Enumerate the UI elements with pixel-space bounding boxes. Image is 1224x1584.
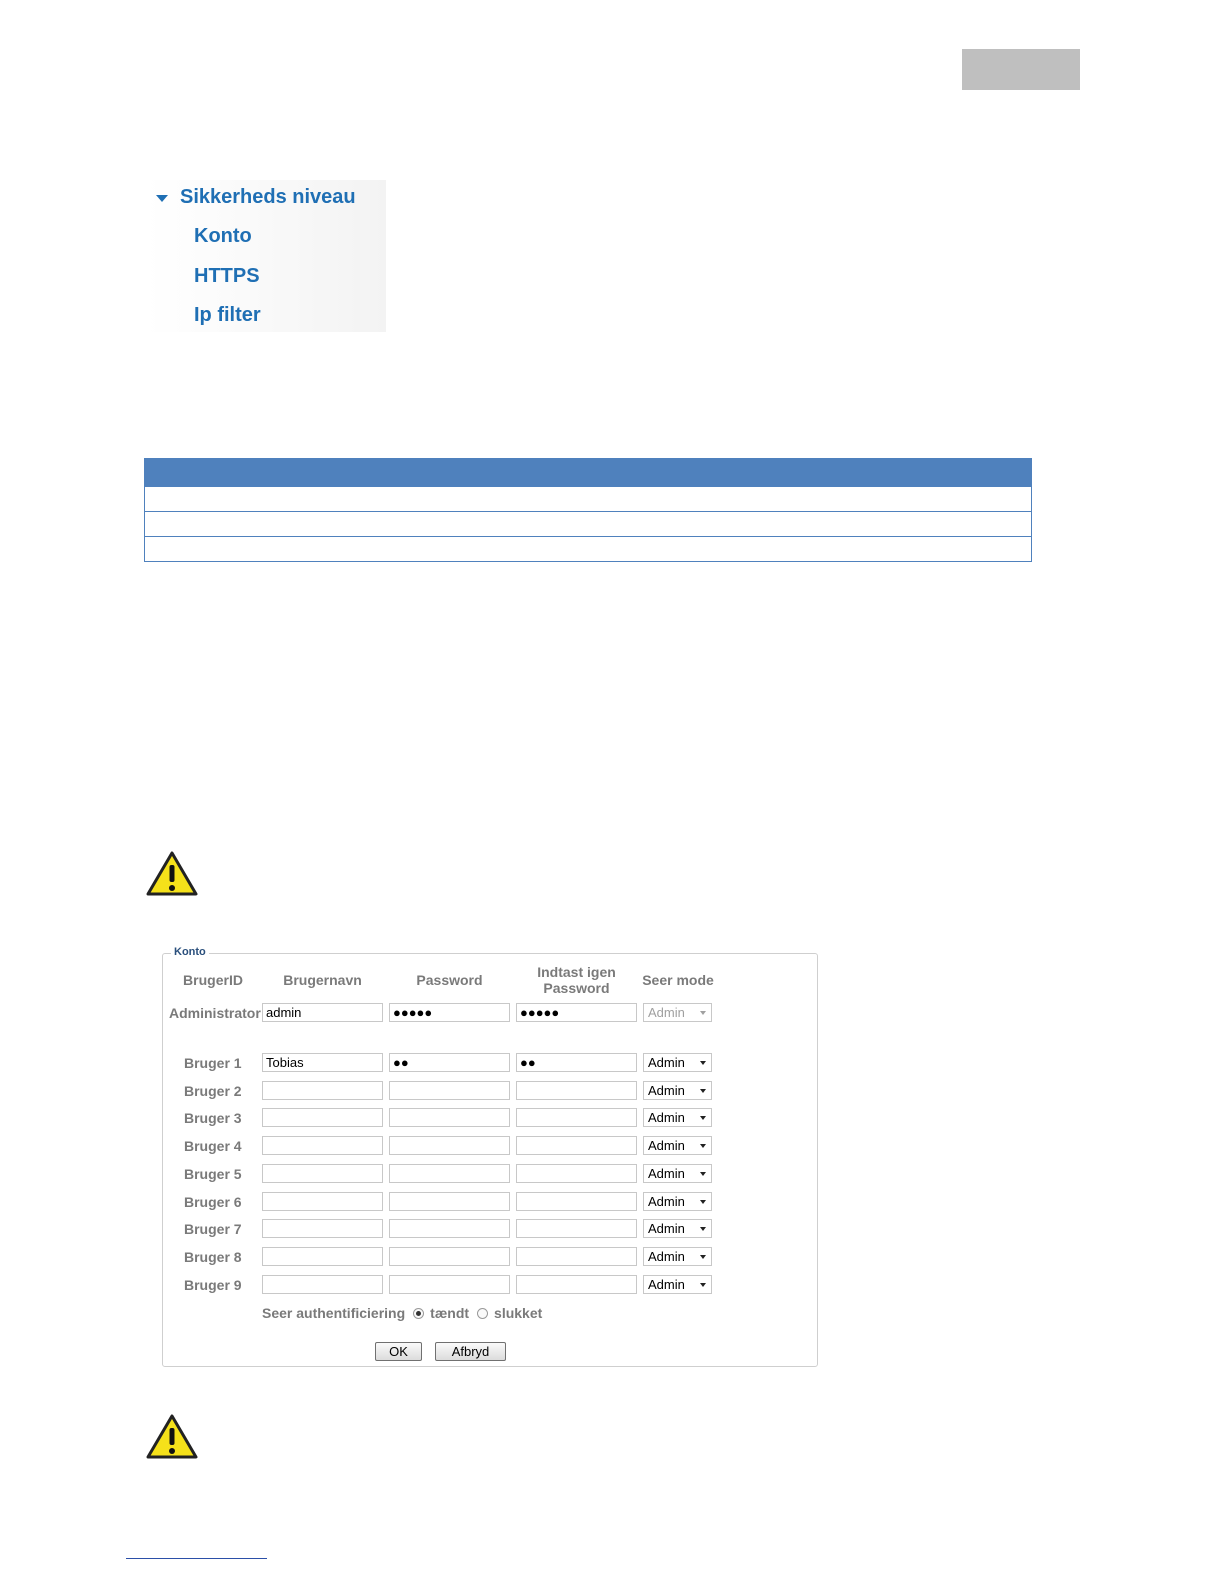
row-label: Bruger 1 xyxy=(184,1055,242,1071)
viewer-mode-select[interactable] xyxy=(643,1247,712,1266)
viewer-mode-value: Admin xyxy=(648,1082,685,1098)
info-table xyxy=(144,458,1032,562)
viewer-mode-select[interactable] xyxy=(643,1219,712,1238)
password-input[interactable] xyxy=(389,1192,510,1211)
retype-password-input[interactable] xyxy=(516,1108,637,1127)
viewer-mode-value: Admin xyxy=(648,1165,685,1181)
username-input[interactable] xyxy=(262,1164,383,1183)
username-input[interactable] xyxy=(262,1192,383,1211)
username-input[interactable]: Tobias xyxy=(262,1053,383,1072)
viewer-mode-value: Admin xyxy=(648,1055,685,1070)
column-header-id: BrugerID xyxy=(183,972,243,988)
viewer-mode-select[interactable] xyxy=(643,1108,712,1127)
ok-button[interactable]: OK xyxy=(375,1342,422,1361)
column-header-retype-line1: Indtast igen xyxy=(537,964,616,980)
username-input[interactable]: admin xyxy=(262,1003,383,1022)
header-tab-box xyxy=(962,49,1080,90)
column-header-password: Password xyxy=(416,972,483,988)
nav-header[interactable] xyxy=(156,186,356,209)
viewer-mode-select[interactable] xyxy=(643,1136,712,1155)
row-label: Administrator xyxy=(169,1005,261,1021)
retype-password-input[interactable]: ●● xyxy=(516,1053,637,1072)
password-input[interactable]: ●●●●● xyxy=(389,1003,510,1022)
nav-item-ip-filter[interactable]: Ip filter xyxy=(194,304,261,326)
viewer-mode-value: Admin xyxy=(648,1221,685,1237)
retype-password-input[interactable] xyxy=(516,1275,637,1294)
password-input[interactable]: ●● xyxy=(389,1053,510,1072)
chevron-down-icon xyxy=(700,1061,706,1065)
viewer-mode-select[interactable] xyxy=(643,1081,712,1100)
table-row xyxy=(145,512,1032,537)
password-input[interactable] xyxy=(389,1219,510,1238)
chevron-down-icon xyxy=(700,1089,706,1093)
table-row xyxy=(145,537,1032,562)
viewer-mode-select xyxy=(643,1003,712,1022)
retype-password-input[interactable] xyxy=(516,1192,637,1211)
username-input[interactable] xyxy=(262,1108,383,1127)
warning-triangle-icon xyxy=(145,1413,199,1461)
row-label: Bruger 3 xyxy=(184,1110,242,1127)
auth-off-radio[interactable] xyxy=(477,1308,488,1319)
column-header-retype-line2: Password xyxy=(543,980,610,996)
retype-password-input[interactable]: ●●●●● xyxy=(516,1003,637,1022)
password-input[interactable] xyxy=(389,1081,510,1100)
password-input[interactable] xyxy=(389,1136,510,1155)
viewer-mode-select[interactable] xyxy=(643,1053,712,1072)
viewer-mode-value: Admin xyxy=(648,1005,685,1020)
viewer-mode-value: Admin xyxy=(648,1110,685,1126)
row-label: Bruger 4 xyxy=(184,1138,242,1155)
chevron-down-icon xyxy=(700,1227,706,1231)
password-input[interactable] xyxy=(389,1275,510,1294)
retype-password-input[interactable] xyxy=(516,1081,637,1100)
username-input[interactable] xyxy=(262,1136,383,1155)
security-nav-menu xyxy=(146,180,386,332)
viewer-mode-select[interactable] xyxy=(643,1192,712,1211)
cancel-button[interactable]: Afbryd xyxy=(435,1342,506,1361)
row-label: Bruger 2 xyxy=(184,1082,242,1099)
auth-on-radio[interactable] xyxy=(413,1308,424,1319)
viewer-mode-select[interactable] xyxy=(643,1164,712,1183)
konto-legend: Konto xyxy=(171,946,209,958)
row-label: Bruger 9 xyxy=(184,1276,242,1293)
auth-on-label: tændt xyxy=(430,1305,470,1321)
table-header xyxy=(145,459,1032,487)
column-header-retype xyxy=(516,964,637,996)
viewer-mode-value: Admin xyxy=(648,1138,685,1154)
chevron-down-icon xyxy=(700,1172,706,1176)
auth-off-label: slukket xyxy=(494,1305,543,1321)
row-label: Bruger 7 xyxy=(184,1221,242,1238)
viewer-auth-group xyxy=(262,1305,542,1321)
username-input[interactable] xyxy=(262,1275,383,1294)
viewer-mode-select[interactable] xyxy=(643,1275,712,1294)
username-input[interactable] xyxy=(262,1081,383,1100)
chevron-down-icon xyxy=(700,1116,706,1120)
row-label: Bruger 5 xyxy=(184,1165,242,1182)
chevron-down-icon xyxy=(700,1255,706,1259)
column-header-name: Brugernavn xyxy=(283,972,362,988)
row-label: Bruger 6 xyxy=(184,1193,242,1210)
table-row xyxy=(145,487,1032,512)
username-input[interactable] xyxy=(262,1247,383,1266)
password-input[interactable] xyxy=(389,1108,510,1127)
chevron-down-icon xyxy=(700,1011,706,1015)
retype-password-input[interactable] xyxy=(516,1164,637,1183)
chevron-down-icon xyxy=(700,1144,706,1148)
viewer-mode-value: Admin xyxy=(648,1276,685,1292)
viewer-mode-value: Admin xyxy=(648,1193,685,1209)
viewer-mode-value: Admin xyxy=(648,1248,685,1264)
footer-link-underline xyxy=(126,1558,267,1559)
warning-triangle-icon xyxy=(145,850,199,898)
nav-item-konto[interactable]: Konto xyxy=(194,225,252,247)
row-label: Bruger 8 xyxy=(184,1248,242,1265)
nav-header-label: Sikkerheds niveau xyxy=(180,186,356,208)
chevron-down-icon xyxy=(700,1283,706,1287)
nav-item-https[interactable]: HTTPS xyxy=(194,265,260,287)
retype-password-input[interactable] xyxy=(516,1136,637,1155)
caret-down-icon xyxy=(156,195,168,202)
username-input[interactable] xyxy=(262,1219,383,1238)
auth-label: Seer authentificiering xyxy=(262,1305,406,1321)
chevron-down-icon xyxy=(700,1200,706,1204)
password-input[interactable] xyxy=(389,1247,510,1266)
password-input[interactable] xyxy=(389,1164,510,1183)
retype-password-input[interactable] xyxy=(516,1247,637,1266)
column-header-mode: Seer mode xyxy=(642,972,714,988)
retype-password-input[interactable] xyxy=(516,1219,637,1238)
